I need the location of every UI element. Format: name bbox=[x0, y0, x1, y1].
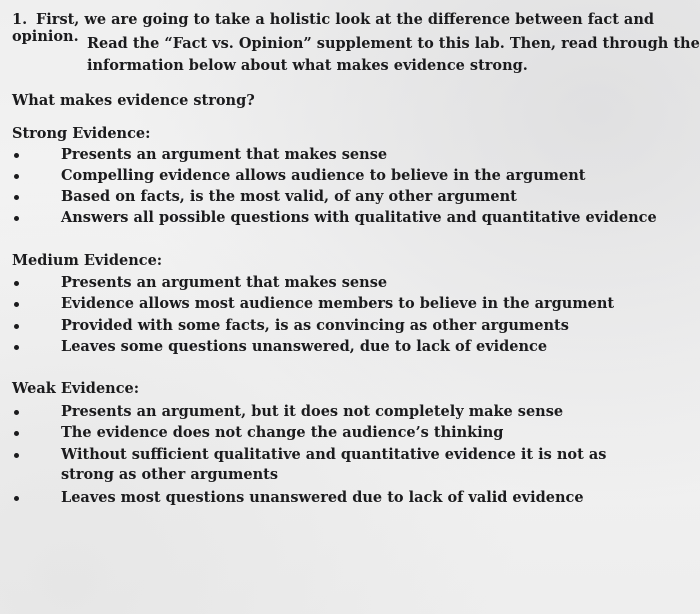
bullet-icon bbox=[14, 195, 19, 200]
medium-evidence-heading: Medium Evidence: bbox=[12, 252, 163, 269]
bullet-icon bbox=[14, 324, 19, 329]
list-item-text: Answers all possible questions with qualitative and quantitative evidence bbox=[61, 209, 657, 226]
question-text-line-2: Read the “Fact vs. Opinion” supplement to this lab. Then, read through the bbox=[87, 35, 700, 52]
bullet-icon bbox=[14, 174, 19, 179]
bullet-icon bbox=[14, 345, 19, 350]
bullet-icon bbox=[14, 153, 19, 158]
question-number: 1. bbox=[12, 11, 28, 28]
bullet-icon bbox=[14, 410, 19, 415]
bullet-icon bbox=[14, 431, 19, 436]
bullet-icon bbox=[14, 281, 19, 286]
bullet-icon bbox=[14, 496, 19, 501]
list-item-text: Compelling evidence allows audience to believe in the argument bbox=[61, 167, 586, 184]
list-item-text: Leaves most questions unanswered due to lack of valid evidence bbox=[61, 489, 584, 506]
strong-evidence-heading: Strong Evidence: bbox=[12, 125, 151, 142]
bullet-icon bbox=[14, 216, 19, 221]
list-item-text: The evidence does not change the audience’s thinking bbox=[61, 424, 504, 441]
question-text-line-3: information below about what makes evidence strong. bbox=[87, 57, 528, 74]
list-item-text: Provided with some facts, is as convincing as other arguments bbox=[61, 317, 569, 334]
list-item-text: Presents an argument that makes sense bbox=[61, 146, 388, 163]
list-item-text: Leaves some questions unanswered, due to lack of evidence bbox=[61, 338, 548, 355]
question-text-line-1: First, we are going to take a holistic look at the difference between fact and opinion. bbox=[12, 11, 655, 45]
list-item-text: Evidence allows most audience members to believe in the argument bbox=[61, 295, 615, 312]
list-item-text: Based on facts, is the most valid, of any other argument bbox=[61, 188, 517, 205]
list-item-text: Without sufficient qualitative and quantitative evidence it is not as strong as other arguments bbox=[61, 446, 607, 483]
bullet-icon bbox=[14, 453, 19, 458]
list-item-text: Presents an argument that makes sense bbox=[61, 274, 388, 291]
bullet-icon bbox=[14, 302, 19, 307]
weak-evidence-heading: Weak Evidence: bbox=[12, 380, 140, 397]
list-item-text: Presents an argument, but it does not completely make sense bbox=[61, 403, 564, 420]
intro-heading: What makes evidence strong? bbox=[12, 92, 255, 109]
